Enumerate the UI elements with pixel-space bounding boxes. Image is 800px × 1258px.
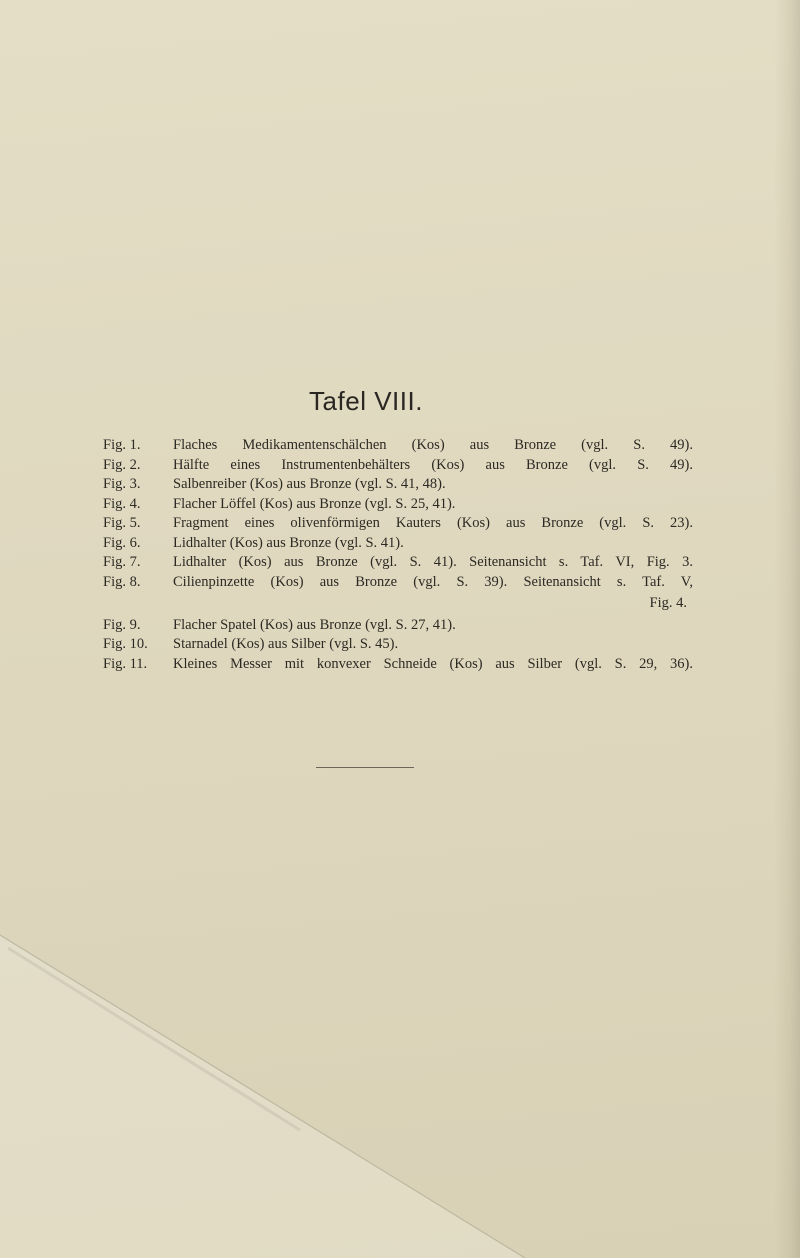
figure-entry	[103, 514, 693, 534]
figure-caption: Salbenreiber (Kos) aus Bronze (vgl. S. 41, 48).	[173, 476, 446, 492]
figure-caption-continuation: Fig. 4.	[649, 595, 687, 611]
figure-entry	[103, 475, 693, 495]
figure-entry	[103, 553, 693, 573]
figure-label: Fig. 2.	[103, 456, 141, 473]
figure-caption: Fragment eines olivenförmigen Kauters (Kos) aus Bronze (vgl. S. 23).	[173, 515, 693, 531]
figure-caption: Flacher Löffel (Kos) aus Bronze (vgl. S. 25, 41).	[173, 495, 456, 512]
figure-entry	[103, 635, 693, 655]
figure-entry	[103, 456, 693, 476]
figure-label: Fig. 6.	[103, 534, 141, 551]
figure-label: Fig. 9.	[103, 616, 141, 633]
figure-caption: Flaches Medikamentenschälchen (Kos) aus Bronze (vgl. S. 49).	[173, 437, 693, 453]
figure-caption-list	[103, 436, 693, 674]
figure-label: Fig. 11.	[103, 655, 148, 672]
figure-entry	[103, 534, 693, 554]
figure-entry	[103, 573, 693, 593]
figure-caption: Kleines Messer mit konvexer Schneide (Kos) aus Silber (vgl. S. 29, 36).	[173, 655, 693, 672]
figure-caption: Lidhalter (Kos) aus Bronze (vgl. S. 41). Seitenansicht s. Taf. VI, Fig. 3.	[173, 554, 693, 570]
plate-title: Tafel VIII.	[309, 386, 423, 416]
figure-entry	[103, 495, 693, 515]
figure-entry	[103, 655, 693, 675]
figure-label: Fig. 1.	[103, 437, 141, 453]
figure-label: Fig. 3.	[103, 476, 141, 492]
figure-label: Fig. 7.	[103, 554, 141, 570]
figure-label: Fig. 10.	[103, 636, 148, 652]
end-rule	[316, 767, 414, 768]
figure-caption: Flacher Spatel (Kos) aus Bronze (vgl. S. 27, 41).	[173, 616, 456, 633]
figure-label: Fig. 4.	[103, 495, 141, 512]
figure-label: Fig. 5.	[103, 515, 141, 531]
figure-caption: Hälfte eines Instrumentenbehälters (Kos) aus Bronze (vgl. S. 49).	[173, 456, 693, 473]
figure-entry	[103, 616, 693, 636]
figure-caption: Starnadel (Kos) aus Silber (vgl. S. 45).	[173, 636, 399, 652]
figure-entry	[103, 436, 693, 456]
figure-caption: Lidhalter (Kos) aus Bronze (vgl. S. 41).	[173, 534, 404, 551]
figure-label: Fig. 8.	[103, 573, 141, 590]
figure-caption: Cilienpinzette (Kos) aus Bronze (vgl. S. 39). Seitenansicht s. Taf. V,	[173, 573, 693, 590]
